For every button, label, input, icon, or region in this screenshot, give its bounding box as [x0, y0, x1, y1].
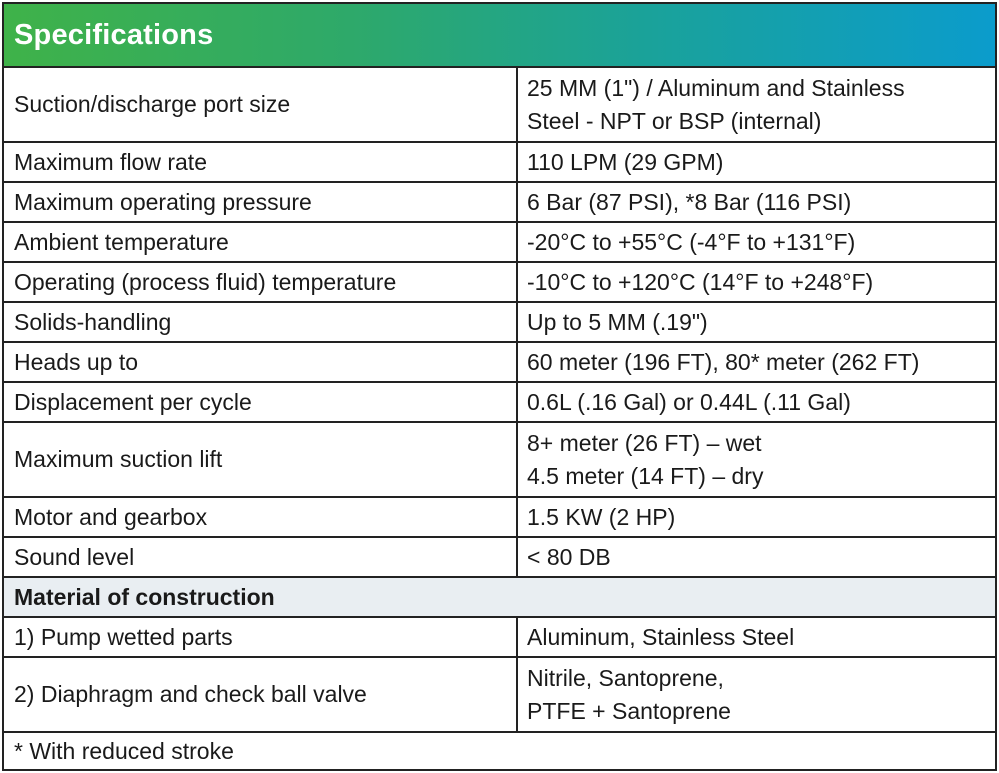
- spec-value-line: 60 meter (196 FT), 80* meter (262 FT): [527, 348, 920, 375]
- spec-value-line: 0.6L (.16 Gal) or 0.44L (.11 Gal): [527, 388, 851, 415]
- spec-row-operating-pressure: [4, 183, 995, 223]
- spec-value: [518, 498, 995, 536]
- spec-value-line: Aluminum, Stainless Steel: [527, 623, 795, 650]
- spec-label: Operating (process fluid) temperature: [4, 263, 518, 301]
- spec-value: [518, 183, 995, 221]
- spec-value: [518, 538, 995, 576]
- spec-value-line: 6 Bar (87 PSI), *8 Bar (116 PSI): [527, 188, 852, 215]
- table-header: [4, 4, 995, 68]
- spec-label: Displacement per cycle: [4, 383, 518, 421]
- spec-value-line: 110 LPM (29 GPM): [527, 148, 724, 175]
- spec-value: [518, 223, 995, 261]
- spec-label: Heads up to: [4, 343, 518, 381]
- spec-row-fluid-temperature: [4, 263, 995, 303]
- spec-value-line: Steel - NPT or BSP (internal): [527, 107, 822, 134]
- spec-row-port-size: [4, 68, 995, 143]
- spec-label: Ambient temperature: [4, 223, 518, 261]
- spec-row-displacement: [4, 383, 995, 423]
- spec-row-ambient-temperature: [4, 223, 995, 263]
- spec-label: Maximum operating pressure: [4, 183, 518, 221]
- spec-label: Suction/discharge port size: [4, 68, 518, 141]
- specifications-table: [2, 2, 997, 771]
- footnote-row: [4, 733, 995, 769]
- spec-row-motor: [4, 498, 995, 538]
- spec-value: [518, 343, 995, 381]
- spec-value: [518, 143, 995, 181]
- spec-value-line: -10°C to +120°C (14°F to +248°F): [527, 268, 874, 295]
- spec-label: Maximum flow rate: [4, 143, 518, 181]
- spec-value-line: < 80 DB: [527, 543, 611, 570]
- material-row-wetted-parts: [4, 618, 995, 658]
- material-row-diaphragm: [4, 658, 995, 733]
- spec-value: [518, 68, 995, 141]
- spec-value-line: 1.5 KW (2 HP): [527, 503, 676, 530]
- table-title: Specifications: [14, 18, 214, 51]
- spec-label: 2) Diaphragm and check ball valve: [4, 658, 518, 731]
- spec-value: [518, 618, 995, 656]
- spec-row-suction-lift: [4, 423, 995, 498]
- spec-label: Solids-handling: [4, 303, 518, 341]
- spec-value: [518, 423, 995, 496]
- spec-value-line: -20°C to +55°C (-4°F to +131°F): [527, 228, 856, 255]
- section-title: Material of construction: [14, 583, 275, 610]
- spec-value-line: 8+ meter (26 FT) – wet: [527, 429, 762, 456]
- spec-row-heads: [4, 343, 995, 383]
- spec-row-sound-level: [4, 538, 995, 578]
- spec-value-line: Up to 5 MM (.19"): [527, 308, 708, 335]
- spec-row-solids-handling: [4, 303, 995, 343]
- spec-label: Maximum suction lift: [4, 423, 518, 496]
- materials-section-header: [4, 578, 995, 618]
- spec-value-line: PTFE + Santoprene: [527, 697, 731, 724]
- spec-value-line: 4.5 meter (14 FT) – dry: [527, 462, 764, 489]
- spec-value: [518, 383, 995, 421]
- spec-row-flow-rate: [4, 143, 995, 183]
- spec-value: [518, 658, 995, 731]
- spec-value: [518, 263, 995, 301]
- spec-label: Motor and gearbox: [4, 498, 518, 536]
- spec-value-line: Nitrile, Santoprene,: [527, 664, 724, 691]
- footnote: * With reduced stroke: [14, 737, 234, 764]
- spec-value-line: 25 MM (1") / Aluminum and Stainless: [527, 74, 905, 101]
- spec-label: Sound level: [4, 538, 518, 576]
- spec-label: 1) Pump wetted parts: [4, 618, 518, 656]
- spec-value: [518, 303, 995, 341]
